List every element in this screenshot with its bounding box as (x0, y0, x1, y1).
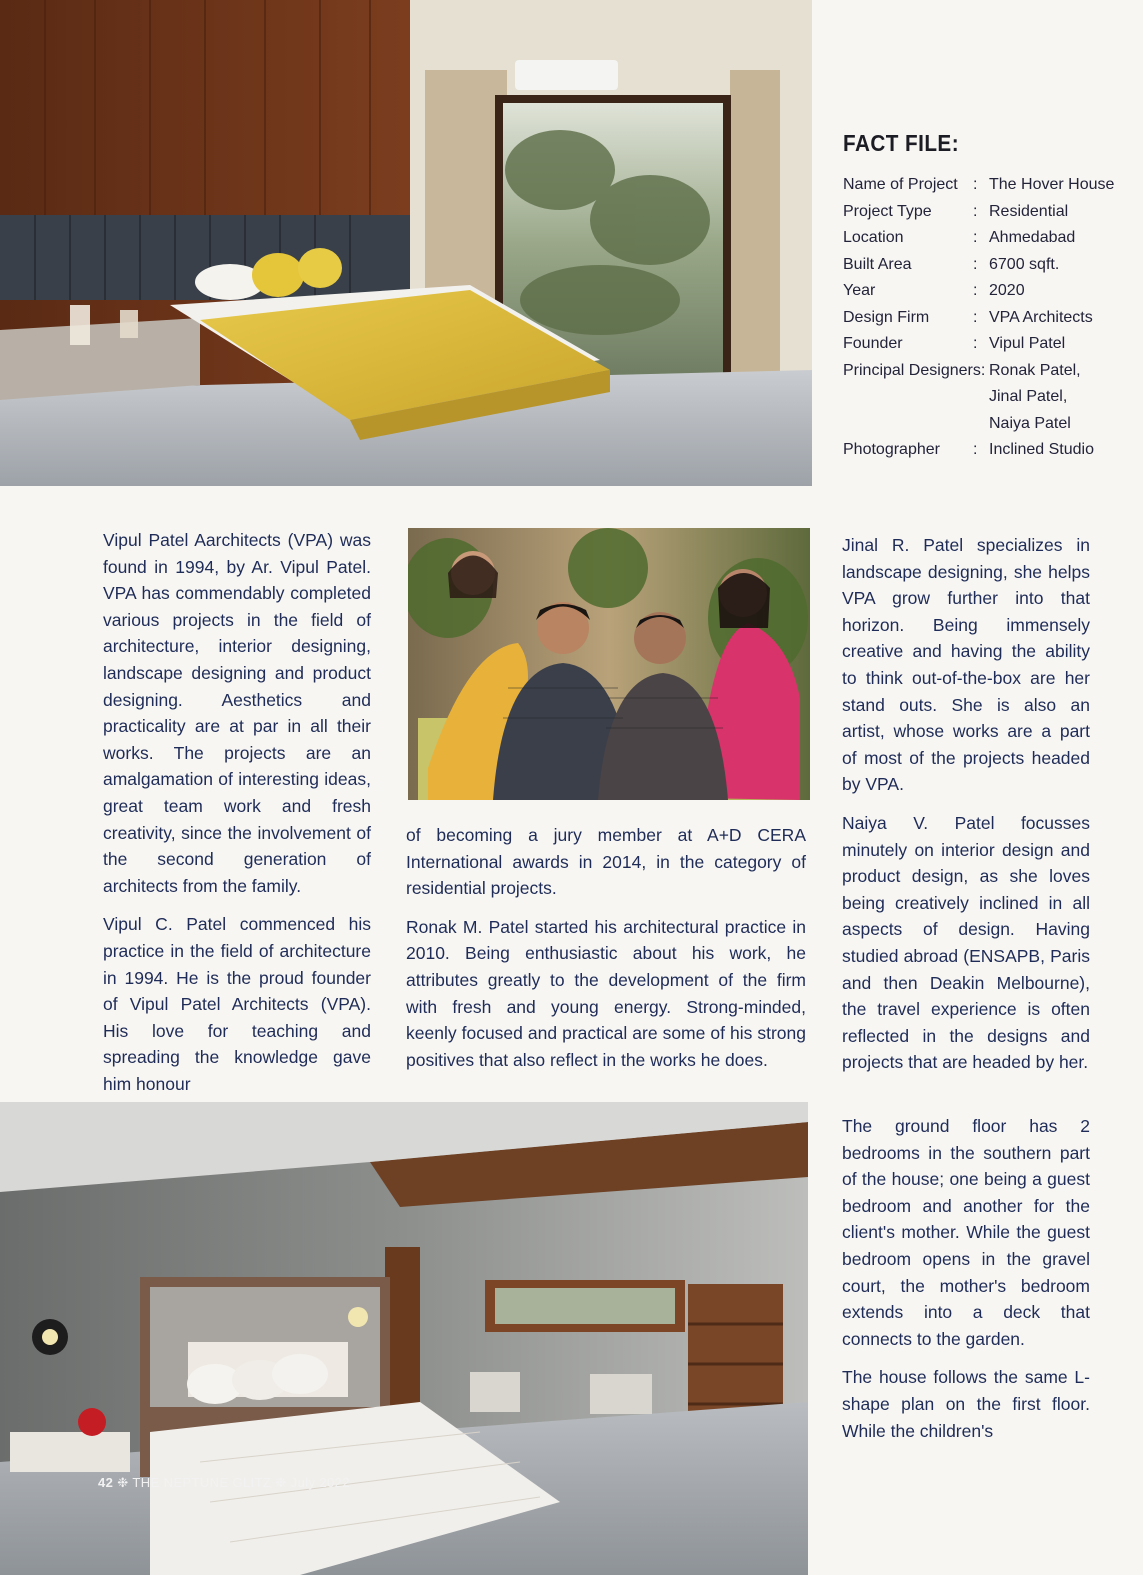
paragraph: of becoming a jury member at A+D CERA International awards in 2014, in the category of residential projects. (406, 825, 806, 899)
fact-value: Residential (989, 202, 1069, 220)
paragraph: Naiya V. Patel focusses minutely on interior design and product design, as she loves being creatively inclined in all aspects of design. Having studied abroad (ENSAPB, Paris and then Deakin Melbourne), the travel experience is often reflected in the designs and projects that are headed by her. (842, 812, 1090, 1073)
fact-separator: : (973, 282, 978, 299)
fact-value: 6700 sqft. (989, 255, 1060, 273)
page-folio (98, 1475, 350, 1491)
fact-value: Inclined Studio (989, 441, 1094, 458)
page-number: 42 (98, 1475, 114, 1490)
fact-label: Founder (843, 335, 903, 352)
folio-separator-icon: ❉ (275, 1475, 287, 1490)
designer-name: Jinal Patel, (989, 388, 1068, 405)
fact-separator: : (973, 229, 978, 246)
article-column-right-lower (842, 1113, 1090, 1456)
fact-row (843, 282, 1133, 309)
fact-row (843, 309, 1133, 336)
fact-separator: : (973, 335, 978, 352)
fact-label: Photographer (843, 441, 940, 458)
fact-row (843, 441, 1133, 468)
fact-file-table (843, 176, 1133, 468)
fact-value: The Hover House (989, 176, 1115, 193)
folio-separator-icon: ❉ (117, 1475, 129, 1490)
fact-label: Name of Project (843, 176, 958, 193)
fact-row (843, 256, 1133, 283)
fact-file-title: FACT FILE: (843, 130, 960, 156)
bedroom-photo-bottom (0, 1102, 808, 1575)
paragraph: Vipul Patel Aarchitects (VPA) was found in 1994, by Ar. Vipul Patel. VPA has commendably completed various projects in the field of architecture, interior designing, landscape designing and product designing. Aesthetics and practicality are at par in all their works. The projects are an amalgamation of interesting ideas, great team work and fresh creativity, since the involvement of the second generation of architects from the family. (103, 530, 371, 896)
team-photo (408, 528, 810, 800)
paragraph: Vipul C. Patel commenced his practice in the field of architecture in 1994. He is the proud founder of Vipul Patel Architects (VPA). His love for teaching and spreading the knowledge gave him honour (103, 914, 371, 1094)
paragraph: The ground floor has 2 bedrooms in the southern part of the house; one being a guest bedroom and another for the client's mother. While the guest bedroom opens in the gravel court, the mother's bedroom extends into a deck that connects to the garden. (842, 1116, 1090, 1349)
issue-date: July 2022 (290, 1475, 350, 1490)
article-column-right (842, 532, 1090, 1088)
fact-label: Built Area (843, 255, 912, 273)
fact-separator: : (973, 202, 978, 220)
fact-row-principal-designers (843, 362, 1133, 442)
designer-name: Ronak Patel, (989, 361, 1081, 379)
paragraph: Jinal R. Patel specializes in landscape designing, she helps VPA grow further into that horizon. Being immensely creative and having the ability to think out-of-the-box are her stand outs. She is also an artist, whose works are a part of most of the projects headed by VPA. (842, 535, 1090, 795)
fact-separator: : (973, 441, 978, 458)
fact-separator: : (973, 255, 978, 273)
fact-value: Vipul Patel (989, 335, 1066, 352)
fact-row (843, 229, 1133, 256)
fact-label: Design Firm (843, 308, 930, 326)
paragraph: Ronak M. Patel started his architectural practice in 2010. Being enthusiastic about his work, he attributes greatly to the development of the firm with fresh and young energy. Strong-minded, keenly focused and practical are some of his strong positives that also reflect in the works he does. (406, 916, 806, 1070)
fact-label: Location (843, 229, 904, 246)
article-column-left (103, 527, 371, 1109)
fact-row (843, 335, 1133, 362)
paragraph: The house follows the same L-shape plan on the first floor. While the children's (842, 1367, 1090, 1441)
fact-row (843, 176, 1133, 203)
fact-value (987, 362, 1133, 442)
bedroom-photo-top (0, 0, 812, 486)
magazine-name: THE NEPTUNE GLITZ (132, 1475, 272, 1490)
fact-value: VPA Architects (989, 308, 1093, 326)
fact-separator: : (973, 308, 978, 326)
fact-label: Project Type (843, 202, 932, 220)
fact-label: Principal Designers: (843, 361, 986, 379)
designer-name: Naiya Patel (989, 414, 1071, 432)
fact-value: Ahmedabad (989, 229, 1076, 246)
fact-label: Year (843, 282, 876, 299)
fact-row (843, 203, 1133, 230)
fact-separator: : (973, 176, 978, 193)
fact-value: 2020 (989, 282, 1025, 299)
article-column-middle (406, 822, 806, 1085)
